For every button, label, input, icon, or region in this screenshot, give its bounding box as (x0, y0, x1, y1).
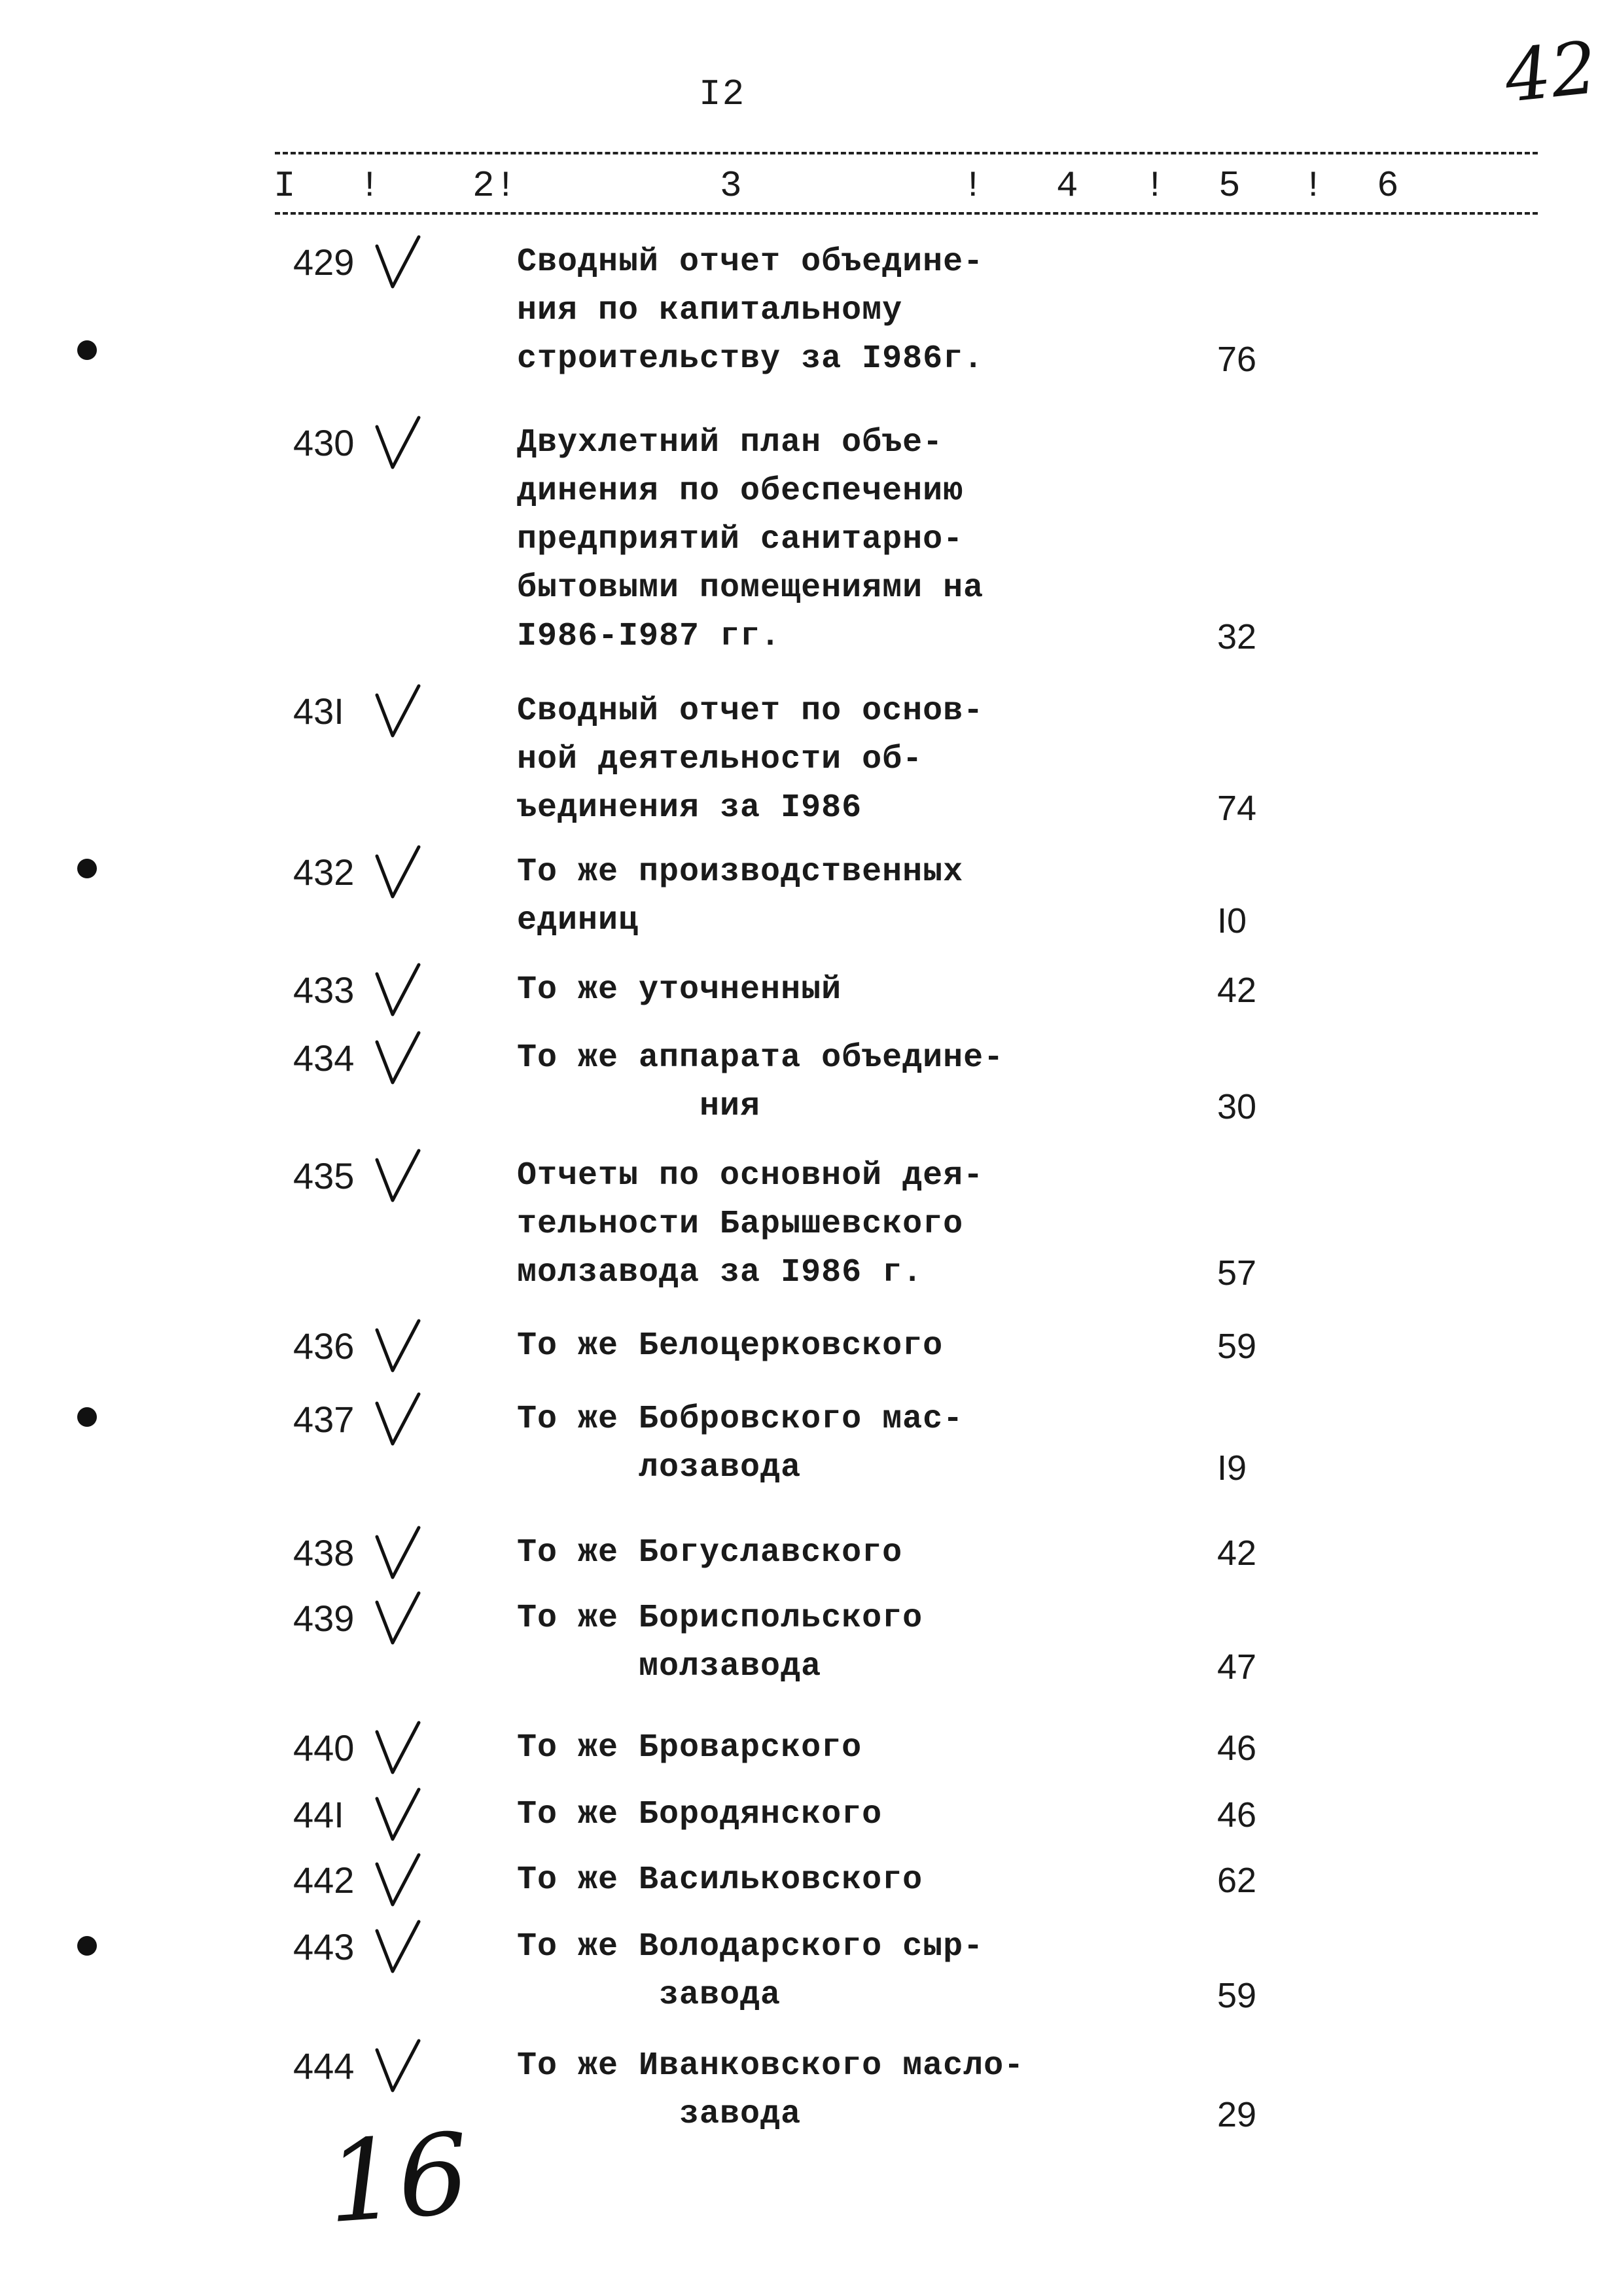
check-mark-icon (373, 1919, 425, 1978)
binding-hole (77, 1407, 97, 1427)
entry-number: 430 (293, 422, 355, 463)
entry-number: 432 (293, 852, 355, 893)
sheet-count: 29 (1217, 2095, 1257, 2134)
entry-title-line: ния (517, 1088, 761, 1125)
entry-title-line: I986-I987 гг. (517, 618, 781, 655)
entry-title-line: То же Броварского (517, 1729, 862, 1767)
sheet-count: 46 (1217, 1729, 1257, 1768)
column-header-3: 3 (720, 165, 742, 207)
entry-title (517, 2042, 1024, 2139)
entry-title-line: То же Бориспольского (517, 1600, 923, 1637)
entry-number: 439 (293, 1598, 355, 1639)
check-mark-icon (373, 1720, 425, 1779)
entry-title-line: ния по капитальному (517, 292, 903, 329)
column-separator: ! (495, 165, 517, 207)
entry-number: 443 (293, 1926, 355, 1967)
entry-title-line: Двухлетний план объе- (517, 424, 944, 461)
entry-title-line: То же аппарата объедине- (517, 1039, 1004, 1077)
sheet-count: 57 (1217, 1253, 1257, 1293)
entry-title-line: То же Белоцерковского (517, 1327, 944, 1365)
sheet-count: 30 (1217, 1087, 1257, 1126)
entry-title-line: единиц (517, 902, 639, 939)
entry-number: 436 (293, 1325, 355, 1367)
sheet-count: 42 (1217, 1534, 1257, 1573)
entry-title-line: лозавода (517, 1449, 802, 1486)
entry-title (517, 687, 984, 833)
entry-number: 437 (293, 1399, 355, 1440)
column-separator: ! (359, 165, 381, 207)
sheet-count: 59 (1217, 1976, 1257, 2015)
entry-title-line: предприятий санитарно- (517, 521, 964, 558)
handwritten-sheet-number: 42 (1500, 26, 1601, 118)
entry-title-line: завода (517, 2096, 802, 2133)
entry-title-line: Сводный отчет по основ- (517, 692, 984, 730)
entry-title-line: молзавода (517, 1648, 822, 1685)
entry-title-line: тельности Барышевского (517, 1206, 964, 1243)
column-separator: ! (962, 165, 984, 207)
entry-number: 435 (293, 1155, 355, 1196)
sheet-count: 76 (1217, 340, 1257, 379)
entry-number: 43I (293, 691, 344, 732)
entry-number: 44I (293, 1794, 344, 1835)
entry-number: 434 (293, 1037, 355, 1079)
header-top-rule (275, 152, 1538, 154)
entry-title (517, 1395, 963, 1492)
check-mark-icon (373, 844, 425, 903)
entry-title-line: бытовыми помещениями на (517, 569, 984, 607)
entry-title-line: ъединения за I986 (517, 789, 862, 827)
sheet-count: 62 (1217, 1861, 1257, 1900)
entry-number: 444 (293, 2045, 355, 2087)
check-mark-icon (373, 1590, 425, 1649)
entry-title-line: завода (517, 1977, 781, 2014)
column-header-1: I (274, 165, 296, 207)
entry-title (517, 238, 984, 384)
entry-title (517, 848, 963, 945)
entry-title-line: Сводный отчет объединe- (517, 243, 984, 281)
entry-title (517, 1724, 862, 1772)
column-header-5: 5 (1218, 165, 1241, 207)
entry-title-line: То же Васильковского (517, 1861, 923, 1899)
entry-title-line: строительству за I986г. (517, 340, 984, 378)
sheet-count: I9 (1217, 1448, 1247, 1488)
check-mark-icon (373, 1852, 425, 1911)
handwritten-total: 16 (323, 2109, 473, 2249)
entry-number: 440 (293, 1727, 355, 1768)
column-header-2: 2 (472, 165, 495, 207)
check-mark-icon (373, 1391, 425, 1450)
sheet-count: 74 (1217, 789, 1257, 828)
check-mark-icon (373, 1148, 425, 1207)
entry-title (517, 1322, 943, 1371)
entry-title-line: То же Бобровского мас- (517, 1401, 964, 1438)
entry-number: 429 (293, 242, 355, 283)
sheet-count: 42 (1217, 971, 1257, 1010)
binding-hole (77, 1936, 97, 1956)
sheet-count: 59 (1217, 1327, 1257, 1366)
entry-title (517, 1856, 923, 1905)
entry-title (517, 1594, 923, 1691)
entry-title (517, 966, 842, 1014)
page-number: I2 (699, 73, 746, 115)
entry-title-line: То же уточненный (517, 971, 842, 1009)
sheet-count: 32 (1217, 617, 1257, 656)
entry-number: 433 (293, 969, 355, 1011)
entry-title-line: Отчеты по основной дея- (517, 1157, 984, 1194)
entry-title (517, 1529, 902, 1577)
entry-number: 438 (293, 1532, 355, 1573)
entry-title-line: То же Богуславского (517, 1534, 903, 1571)
binding-hole (77, 340, 97, 360)
entry-title-line: молзавода за I986 г. (517, 1254, 923, 1291)
sheet-count: 47 (1217, 1647, 1257, 1687)
entry-title (517, 419, 984, 661)
entry-title (517, 1791, 882, 1839)
entry-title-line: То же Володарского сыр- (517, 1928, 984, 1965)
check-mark-icon (373, 1525, 425, 1584)
check-mark-icon (373, 1787, 425, 1846)
check-mark-icon (373, 683, 425, 742)
entry-title-line: динения по обеспечению (517, 473, 964, 510)
column-separator: ! (1302, 165, 1324, 207)
check-mark-icon (373, 2038, 425, 2097)
column-header-6: 6 (1377, 165, 1399, 207)
entry-title-line: То же производственных (517, 853, 964, 891)
entry-title-line: То же Бородянского (517, 1796, 883, 1833)
binding-hole (77, 859, 97, 878)
entry-title-line: То же Иванковского масло- (517, 2047, 1025, 2085)
check-mark-icon (373, 415, 425, 474)
entry-title (517, 1152, 984, 1297)
header-bottom-rule (275, 212, 1538, 215)
sheet-count: I0 (1217, 901, 1247, 941)
entry-title-line: ной деятельности об- (517, 741, 923, 778)
column-separator: ! (1144, 165, 1166, 207)
entry-title (517, 1034, 1004, 1131)
check-mark-icon (373, 234, 425, 293)
entry-number: 442 (293, 1859, 355, 1901)
check-mark-icon (373, 1030, 425, 1089)
entry-title (517, 1923, 984, 2020)
column-header-4: 4 (1056, 165, 1078, 207)
check-mark-icon (373, 962, 425, 1021)
sheet-count: 46 (1217, 1795, 1257, 1835)
column-headers (0, 166, 1615, 212)
check-mark-icon (373, 1318, 425, 1377)
